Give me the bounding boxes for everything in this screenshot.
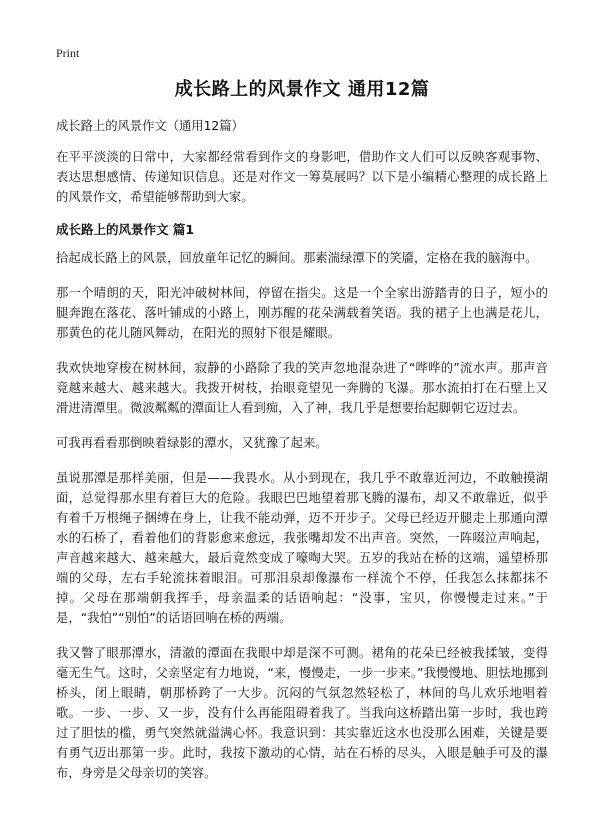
document-subtitle: 成长路上的风景作文（通用12篇） — [56, 119, 244, 133]
print-link[interactable]: Print — [56, 46, 80, 60]
body-paragraph: 我又瞥了眼那潭水，清澈的潭面在我眼中却是深不可测。裙角的花朵已经被我揉皱，变得毫无生气。这时，父亲坚定有力地说，“来，慢慢走，一步一步来。”我慢慢地、胆怯地挪到桥头，闭上眼睛，朝那桥跨了一大步。沉闷的气氛忽然轻松了，林间的鸟儿欢乐地唱着歌。一步、一步、又一步，没有什么再能阻碍着我了。当我向这桥踏出第一步时，我也跨过了胆怯的槛，勇气突然就溢满心怀。我意识到：其实靠近这水也没那么困难，关键是要有勇气迈出那第一步。此时，我按下激动的心情，站在石桥的尽头，入眼是触手可及的瀑布，身旁是父母亲切的笑容。 — [56, 646, 548, 780]
body-paragraph: 可我再看看那倒映着绿影的潭水，又犹豫了起来。 — [56, 436, 328, 450]
body-paragraph: 虽说那潭是那样美丽，但是——我畏水。从小到现在，我几乎不敢靠近河边，不敢触摸湖面，总觉得那水里有着巨大的危险。我眼巴巴地望着那飞腾的瀑布，却又不敢靠近，似乎有着千万根绳子捆缚在身上，让我不能动弹，迈不开步子。父母已经迈开腿走上那通向潭水的石桥了，看着他们的背影愈来愈远，我张嘴却发不出声音。突然，一阵啜泣声响起，声音越来越大、越来越大，最后竟然变成了嚎啕大哭。五岁的我站在桥的这端，遥望桥那端的父母，左右手轮流抹着眼泪。可那泪泉却像瀑布一样流个不停，任我怎么抹都抹不掉。父母在那端朝我挥手，母亲温柔的话语响起：“没事，宝贝，你慢慢走过来。”于是，“我怕”“别怕”的话语回响在桥的两端。 — [56, 471, 548, 625]
section-heading: 成长路上的风景作文 篇1 — [56, 222, 195, 237]
body-paragraph: 拾起成长路上的风景，回放童年记忆的瞬间。那素湍绿潭下的笑靥，定格在我的脑海中。 — [56, 251, 538, 265]
intro-paragraph: 在平平淡淡的日常中，大家都经常看到作文的身影吧，借助作文人们可以反映客观事物、表达思想感情、传递知识信息。还是对作文一筹莫展吗？以下是小编精心整理的成长路上的风景作文，希望能够帮助到大家。 — [56, 150, 548, 204]
document-title: 成长路上的风景作文 通用12篇 — [174, 79, 430, 100]
body-paragraph: 我欢快地穿梭在树林间，寂静的小路除了我的笑声忽地混杂进了“哗哗的”流水声。那声音竟越来越大、越来越大。我拨开树枝，抬眼竟望见一奔腾的飞瀑。那水流拍打在石壁上又滑进清潭里。微波粼粼的潭面让人看到痴，入了神，我几乎是想要抬起脚朝它迈过去。 — [56, 361, 548, 415]
document-body — [56, 78, 548, 798]
body-paragraph: 那一个晴朗的天，阳光冲破树林间，停留在指尖。这是一个全家出游踏青的日子，短小的腿奔跑在落花、落叶铺成的小路上，刚苏醒的花朵满载着笑语。我的裙子上也满是花儿，那黄色的花儿随风舞动，在阳光的照射下很是耀眼。 — [56, 286, 548, 340]
